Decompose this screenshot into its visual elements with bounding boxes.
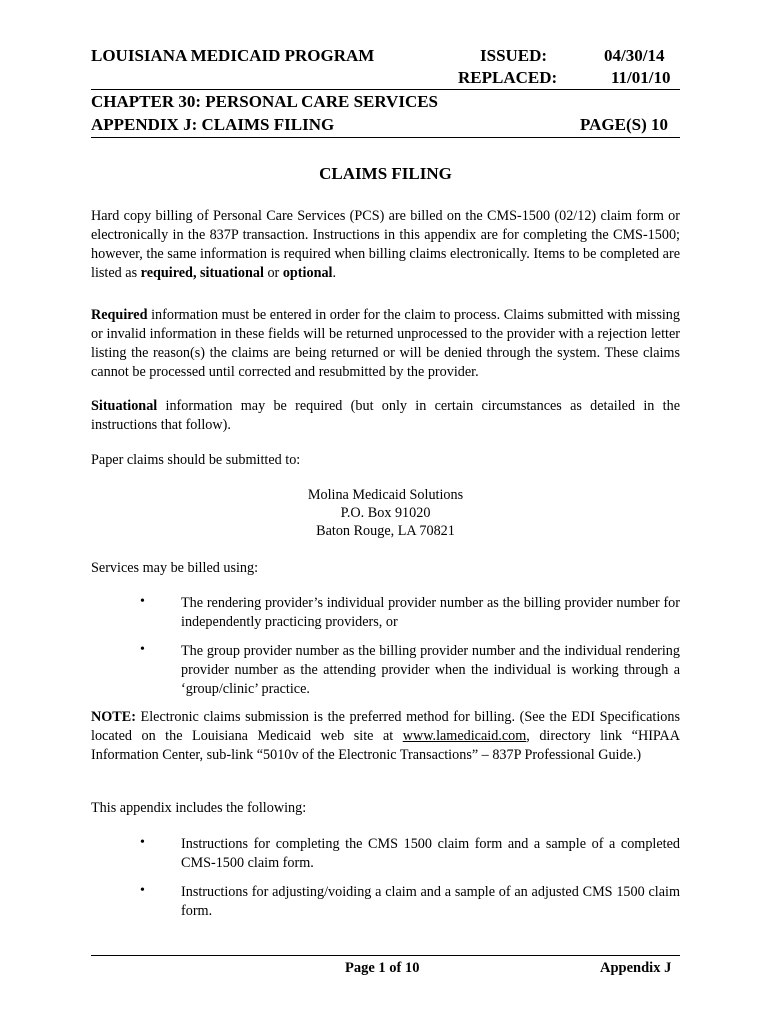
note-label: NOTE:	[91, 709, 136, 725]
note-text-1: Electronic claims submission is the preferred method for billing. (See the EDI Specifications located on the Louisiana Medicaid web site at	[91, 709, 680, 744]
situational-paragraph	[91, 397, 680, 435]
bullet-icon: •	[140, 883, 145, 898]
submit-to-text: Paper claims should be submitted to:	[91, 452, 301, 468]
bullet-icon: •	[140, 642, 145, 657]
issued-label: ISSUED:	[480, 46, 548, 65]
list-item: Instructions for adjusting/voiding a claim and a sample of an adjusted CMS 1500 claim form.	[181, 884, 680, 919]
program-name: LOUISIANA MEDICAID PROGRAM	[91, 46, 375, 65]
header-rule-1	[91, 89, 680, 90]
address-line-2: P.O. Box 91020	[340, 505, 431, 521]
address-line-1: Molina Medicaid Solutions	[307, 487, 464, 503]
required-paragraph	[91, 306, 680, 382]
intro-bold-terms: required, situational	[140, 265, 264, 281]
issued-date: 04/30/14	[604, 46, 665, 65]
list-item: The group provider number as the billing provider number and the individual rendering provider number as the attending provider when the individual is working through a ‘group/clinic’ practice.	[181, 643, 680, 697]
medicaid-website-link[interactable]: www.lamedicaid.com	[402, 728, 527, 744]
address-line-3: Baton Rouge, LA 70821	[316, 523, 455, 539]
list-item: The rendering provider’s individual provider number as the billing provider number for independently practicing providers, or	[181, 595, 680, 630]
footer-rule	[91, 955, 680, 956]
intro-or: or	[263, 265, 283, 281]
required-term: Required	[91, 307, 148, 323]
replaced-date: 11/01/10	[611, 68, 671, 87]
chapter-title: CHAPTER 30: PERSONAL CARE SERVICES	[91, 92, 439, 111]
intro-text: Hard copy billing of Personal Care Services (PCS) are billed on the CMS-1500 (02/12) claim form or electronically in the 837P transaction. Instructions in this appendix are for completing the CMS-1500; however, the same information is required when billing claims electronically. Items to be completed are listed as	[91, 208, 680, 281]
list-item: Instructions for completing the CMS 1500 claim form and a sample of a completed CMS-1500 claim form.	[181, 836, 680, 871]
page-title: CLAIMS FILING	[319, 164, 452, 183]
billing-methods-text: Services may be billed using:	[91, 560, 259, 576]
replaced-label: REPLACED:	[458, 68, 558, 87]
bullet-icon: •	[140, 835, 145, 850]
situational-term: Situational	[91, 398, 158, 414]
required-text: information must be entered in order for the claim to process. Claims submitted with missing or invalid information in these fields will be returned unprocessed to the provider with a rejection letter listing the reason(s) the claims are being returned or will be denied through the system. These claims cannot be processed until corrected and resubmitted by the provider.	[91, 307, 680, 380]
header-rule-2	[91, 137, 680, 138]
page-count: PAGE(S) 10	[580, 115, 668, 134]
note-paragraph	[91, 708, 680, 765]
appendix-includes-text: This appendix includes the following:	[91, 800, 307, 816]
page-number: Page 1 of 10	[345, 960, 420, 976]
footer-appendix: Appendix J	[600, 960, 672, 976]
intro-bold-last: optional	[282, 265, 333, 281]
note-text-2: , directory link “HIPAA Information Center, sub-link “5010v of the Electronic Transactions” – 837P Professional Guide.)	[91, 728, 680, 763]
intro-paragraph	[91, 207, 680, 283]
appendix-title: APPENDIX J: CLAIMS FILING	[91, 115, 335, 134]
situational-text: information may be required (but only in certain circumstances as detailed in the instructions that follow).	[91, 398, 680, 433]
bullet-icon: •	[140, 594, 145, 609]
intro-end: .	[332, 265, 337, 281]
